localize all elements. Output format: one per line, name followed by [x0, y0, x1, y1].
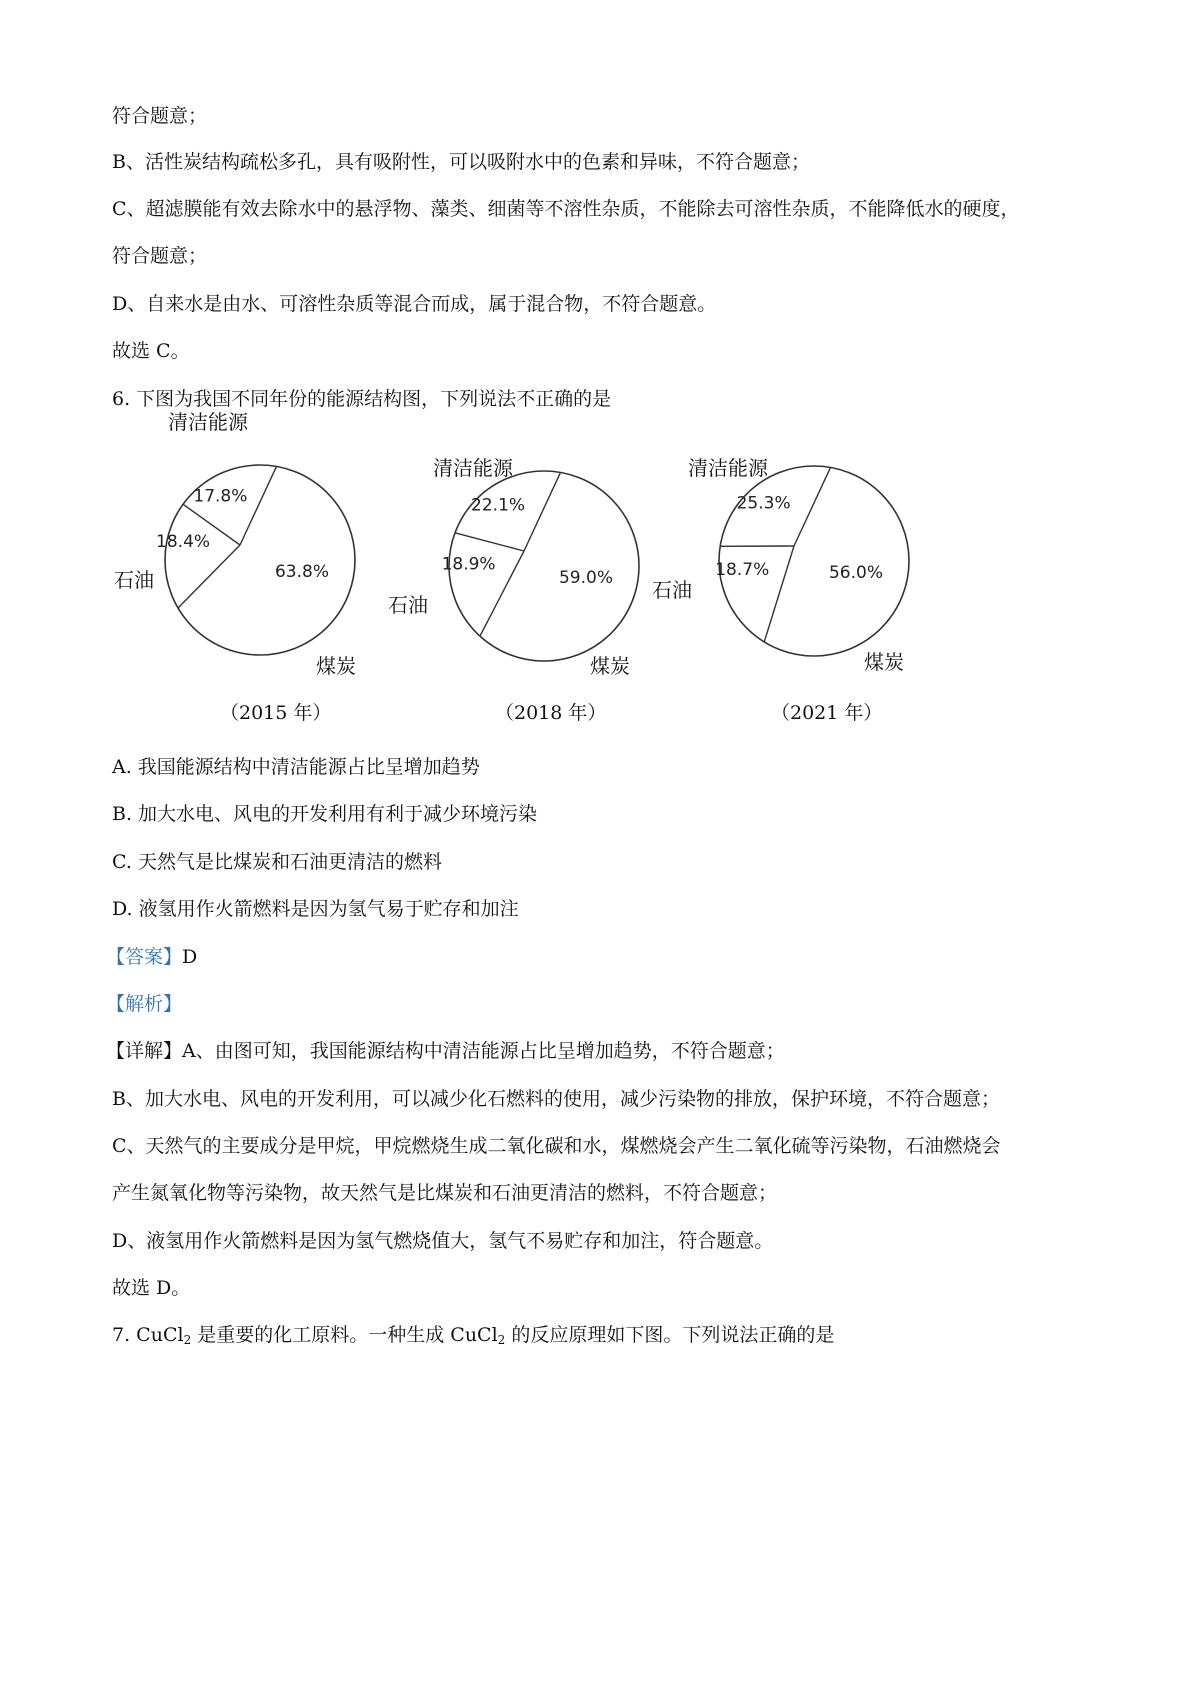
pie-2015-svg [108, 430, 368, 690]
detail-answer-choice: 故选 D。 [112, 1277, 191, 1299]
label-oil-2021: 石油 [652, 578, 692, 602]
label-oil-2015: 石油 [114, 568, 154, 592]
prev-analysis-line-5: D、自来水是由水、可溶性杂质等混合而成，属于混合物，不符合题意。 [112, 293, 717, 315]
detail-line-2: B、加大水电、风电的开发利用，可以减少化石燃料的使用，减少污染物的排放，保护环境，不符合题意； [112, 1088, 1000, 1110]
q7-prefix: 7. CuCl [112, 1324, 184, 1346]
slice-value-label: 18.7% [715, 559, 770, 580]
label-clean-2021: 清洁能源 [688, 456, 768, 480]
slice-value-label: 25.3% [736, 493, 791, 514]
q7-middle: 是重要的化工原料。一种生成 CuCl [191, 1324, 498, 1346]
q7-sub-2: 2 [497, 1333, 506, 1347]
slice-value-label: 59.0% [558, 568, 614, 588]
label-coal-2018: 煤炭 [590, 654, 630, 678]
prev-analysis-line-1: 符合题意； [112, 105, 208, 127]
q7-suffix: 的反应原理如下图。下列说法正确的是 [505, 1324, 835, 1346]
slice-value-label: 18.9% [441, 554, 496, 575]
label-oil-2018: 石油 [388, 593, 428, 617]
question-7-stem [112, 1323, 834, 1352]
analysis-tag: 【解析】 [106, 993, 183, 1015]
pie-caption-2021: （2021 年） [771, 702, 883, 724]
option-b: B. 加大水电、风电的开发利用有利于减少环境污染 [112, 803, 538, 825]
detail-line-1 [106, 1039, 785, 1063]
slice-value-label: 56.0% [828, 563, 884, 583]
label-clean-2018: 清洁能源 [433, 456, 513, 480]
detail-line-3: C、天然气的主要成分是甲烷，甲烷燃烧生成二氧化碳和水，煤燃烧会产生二氧化硫等污染物，石油燃烧会 [112, 1135, 1001, 1157]
slice-boundary-clean-coal [524, 472, 560, 551]
pie-chart-2018 [386, 446, 646, 686]
detail-line-5: D、液氢用作火箭燃料是因为氢气燃烧值大，氢气不易贮存和加注，符合题意。 [112, 1230, 774, 1252]
analysis-line [106, 992, 182, 1016]
option-c: C. 天然气是比煤炭和石油更清洁的燃料 [112, 851, 442, 873]
slice-value-label: 17.8% [193, 486, 248, 507]
slice-value-label: 18.4% [156, 532, 211, 553]
detail-text-1: A、由图可知，我国能源结构中清洁能源占比呈增加趋势，不符合题意； [182, 1040, 785, 1062]
answer-line [106, 945, 197, 969]
pie-2018-svg [386, 446, 646, 686]
question-6-stem: 6. 下图为我国不同年份的能源结构图，下列说法不正确的是 [112, 388, 612, 410]
option-a: A. 我国能源结构中清洁能源占比呈增加趋势 [112, 756, 480, 778]
slice-boundary-clean-oil [455, 533, 524, 551]
slice-boundary-clean-coal [794, 467, 830, 546]
option-d: D. 液氢用作火箭燃料是因为氢气易于贮存和加注 [112, 898, 519, 920]
prev-analysis-line-3: C、超滤膜能有效去除水中的悬浮物、藻类、细菌等不溶性杂质，不能除去可溶性杂质，不能降低水的硬度， [112, 198, 1020, 220]
prev-analysis-line-4: 符合题意； [112, 245, 208, 267]
label-coal-2021: 煤炭 [864, 650, 904, 674]
label-clean-2015: 清洁能源 [168, 410, 248, 434]
slice-value-label: 22.1% [471, 495, 526, 516]
q7-sub-1: 2 [183, 1333, 192, 1347]
detail-line-4: 产生氮氧化物等污染物，故天然气是比煤炭和石油更清洁的燃料，不符合题意； [112, 1182, 778, 1204]
pie-caption-2015: （2015 年） [220, 702, 332, 724]
slice-boundary-oil-coal [178, 545, 240, 608]
prev-analysis-line-2: B、活性炭结构疏松多孔，具有吸附性，可以吸附水中的色素和异味，不符合题意； [112, 151, 810, 173]
slice-value-label: 63.8% [274, 562, 330, 582]
answer-tag: 【答案】 [106, 946, 183, 968]
pie-chart-2015 [108, 430, 368, 690]
answer-value: D [182, 946, 198, 968]
pie-caption-2018: （2018 年） [495, 702, 607, 724]
prev-answer-choice: 故选 C。 [112, 340, 190, 362]
label-coal-2015: 煤炭 [316, 654, 356, 678]
detail-tag: 【详解】 [106, 1040, 183, 1062]
